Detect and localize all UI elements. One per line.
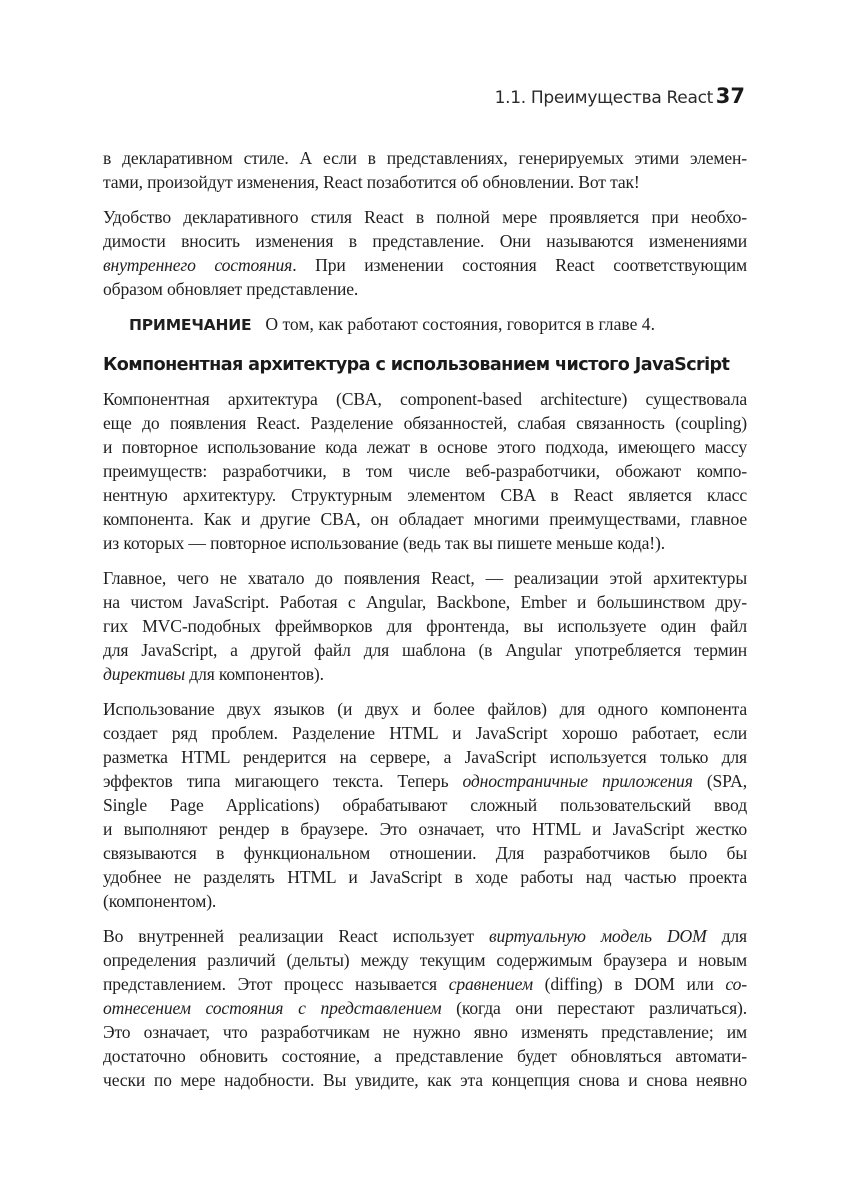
text-line <box>103 924 747 948</box>
text-run: Это означает, что разработчикам не нужно явно изменять представление; им <box>103 1022 747 1042</box>
text-line <box>103 531 747 555</box>
text-line <box>103 745 747 769</box>
emphasized-term: одностраничные приложения <box>462 771 693 791</box>
emphasized-term: сравнением <box>448 974 533 994</box>
text-line <box>103 817 747 841</box>
text-run: достаточно обновить состояние, а представление будет обновляться автомати- <box>103 1046 747 1066</box>
text-run: тами, произойдут изменения, React позаботится об обновлении. Вот так! <box>103 172 640 192</box>
text-line <box>103 793 747 817</box>
text-line <box>103 662 747 686</box>
text-line <box>103 205 747 229</box>
text-run: представлением. Этот процесс называется <box>103 974 449 994</box>
text-run: создает ряд проблем. Разделение HTML и JavaScript хорошо работает, если <box>103 723 747 743</box>
paragraph <box>103 924 747 1092</box>
text-line <box>103 638 747 662</box>
text-run: Компонентная архитектура (CBA, component-based architecture) существовала <box>103 389 747 409</box>
text-line <box>103 1044 747 1068</box>
text-run: образом обновляет представление. <box>103 279 359 299</box>
text-run: для JavaScript, а другой файл для шаблона (в Angular употребляется термин <box>103 640 747 660</box>
text-run: (diffing) в DOM или <box>532 974 726 994</box>
note-text: О том, как работают состояния, говорится в главе 4. <box>265 314 655 334</box>
text-line <box>103 253 747 277</box>
text-run: эффектов типа мигающего текста. Теперь <box>103 771 463 791</box>
text-run: из которых — повторное использование (ведь так вы пишете меньше кода!). <box>103 533 665 553</box>
text-line <box>103 387 747 411</box>
text-run: Главное, чего не хватало до появления React, — реализации этой архитектуры <box>103 568 747 588</box>
text-run: в декларативном стиле. А если в представлениях, генерируемых этими элемен- <box>103 148 747 168</box>
page-number: 37 <box>715 84 745 108</box>
text-run: чески по мере надобности. Вы увидите, как эта концепция снова и снова неявно <box>103 1070 747 1090</box>
text-line <box>103 614 747 638</box>
text-run: нентную архитектуру. Структурным элементом CBA в React является класс <box>103 485 747 505</box>
page-header <box>0 84 849 114</box>
text-line <box>103 889 747 913</box>
text-run: для <box>706 926 747 946</box>
paragraph <box>103 387 747 555</box>
text-run: разметка HTML рендерится на сервере, а JavaScript используется только для <box>103 747 747 767</box>
text-run: определения различий (дельты) между текущим содержимым браузера и новым <box>103 950 747 970</box>
text-run: (SPA, <box>692 771 747 791</box>
text-run: (когда они перестают различаться). <box>441 998 747 1018</box>
note-label: ПРИМЕЧАНИЕ <box>129 316 252 334</box>
text-run: Во внутренней реализации React использует <box>103 926 489 946</box>
text-run: связываются в функциональном отношении. Для разработчиков было бы <box>103 843 747 863</box>
text-run: димости вносить изменения в представление. Они называются изменениями <box>103 231 747 251</box>
text-line <box>103 841 747 865</box>
text-run: и повторное использование кода лежат в основе этого подхода, имеющего массу <box>103 437 747 457</box>
text-line <box>103 229 747 253</box>
text-line <box>103 170 747 194</box>
text-run: Удобство декларативного стиля React в полной мере проявляется при необхо- <box>103 207 747 227</box>
text-line <box>103 459 747 483</box>
text-run: гих MVC-подобных фреймворков для фронтенда, вы используете один файл <box>103 616 747 636</box>
text-run: преимуществ: разработчики, в том числе веб-разработчики, обожают компо- <box>103 461 747 481</box>
text-line <box>103 146 747 170</box>
intro-paragraphs <box>103 146 747 301</box>
emphasized-term: внутреннего состояния <box>103 255 293 275</box>
text-run: еще до появления React. Разделение обязанностей, слабая связанность (coupling) <box>103 413 747 433</box>
text-line <box>103 972 747 996</box>
text-run: компонента. Как и другие CBA, он обладает многими преимуществами, главное <box>103 509 747 529</box>
emphasized-term: директивы <box>103 664 186 684</box>
text-line <box>103 1020 747 1044</box>
text-line <box>103 277 747 301</box>
paragraph <box>103 205 747 301</box>
note-block <box>129 312 747 338</box>
text-line <box>103 411 747 435</box>
text-line <box>103 697 747 721</box>
text-line <box>103 948 747 972</box>
text-run: и выполняют рендер в браузере. Это означает, что HTML и JavaScript жестко <box>103 819 747 839</box>
running-title: 1.1. Преимущества React <box>494 88 713 108</box>
text-run: (компонентом). <box>103 891 217 911</box>
emphasized-term: со- <box>725 974 747 994</box>
page-body <box>103 146 747 1103</box>
paragraph <box>103 697 747 913</box>
text-line <box>103 769 747 793</box>
text-line <box>103 865 747 889</box>
text-line <box>103 483 747 507</box>
section-body <box>103 387 747 1092</box>
text-run: Single Page Applications) обрабатывают сложный пользовательский ввод <box>103 795 747 815</box>
text-line <box>103 435 747 459</box>
section-heading: Компонентная архитектура с использованием чистого JavaScript <box>103 355 730 375</box>
emphasized-term: виртуальную модель DOM <box>488 926 707 946</box>
text-run: на чистом JavaScript. Работая с Angular, Backbone, Ember и большинством дру- <box>103 592 747 612</box>
text-line <box>103 507 747 531</box>
paragraph <box>103 146 747 194</box>
text-line <box>103 566 747 590</box>
text-run: Использование двух языков (и двух и более файлов) для одного компонента <box>103 699 747 719</box>
text-run: . При изменении состояния React соответствующим <box>292 255 747 275</box>
text-run: для компонентов). <box>185 664 324 684</box>
paragraph <box>103 566 747 686</box>
text-line <box>103 590 747 614</box>
text-run: удобнее не разделять HTML и JavaScript в ходе работы над частью проекта <box>103 867 747 887</box>
text-line <box>103 996 747 1020</box>
text-line <box>103 1068 747 1092</box>
text-line <box>103 721 747 745</box>
emphasized-term: отнесением состояния с представлением <box>103 998 442 1018</box>
